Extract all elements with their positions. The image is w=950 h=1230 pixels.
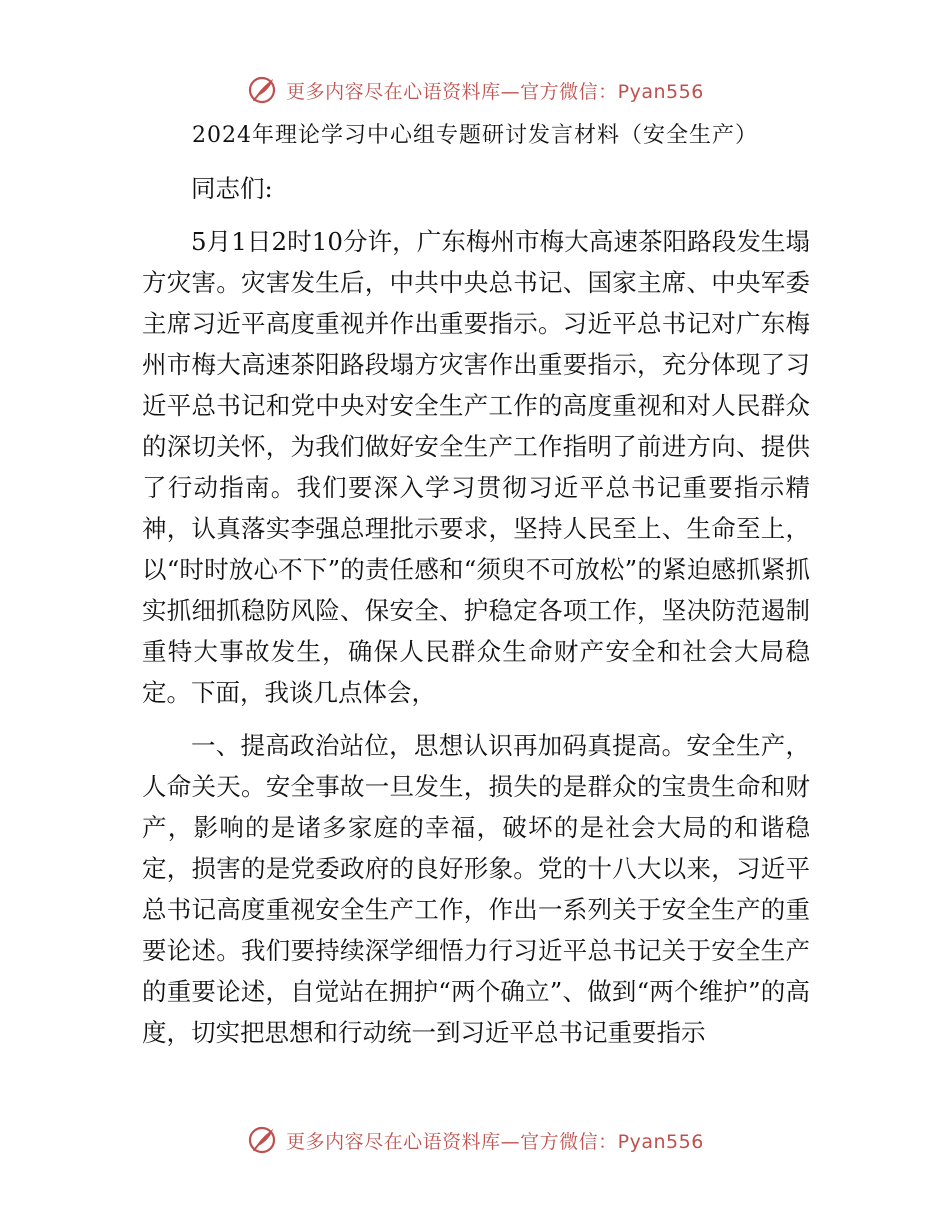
feather-quill-logo-icon bbox=[246, 1124, 278, 1156]
feather-quill-logo-icon bbox=[246, 74, 278, 106]
watermark-banner-bottom bbox=[0, 1120, 950, 1160]
salutation: 同志们: bbox=[191, 174, 273, 203]
watermark-banner-top bbox=[0, 70, 950, 110]
paragraph-2: 一、提高政治站位，思想认识再加码真提高。安全生产，人命关天。安全事故一旦发生，损失的是群众的宝贵生命和财产，影响的是诸多家庭的幸福，破坏的是社会大局的和谐稳定，损害的是党委政府的良好形象。党的十八大以来，习近平总书记高度重视安全生产工作，作出一系列关于安全生产的重要论述。我们要持续深学细悟力行习近平总书记关于安全生产的重要论述，自觉站在拥护“两个确立”、做到“两个维护”的高度，切实把思想和行动统一到习近平总书记重要指示 bbox=[142, 731, 810, 1047]
paragraph-1: 5月1日2时10分许，广东梅州市梅大高速茶阳路段发生塌方灾害。灾害发生后，中共中央总书记、国家主席、中央军委主席习近平高度重视并作出重要指示。习近平总书记对广东梅州市梅大高速茶阳路段塌方灾害作出重要指示，充分体现了习近平总书记和党中央对安全生产工作的高度重视和对人民群众的深切关怀，为我们做好安全生产工作指明了前进方向、提供了行动指南。我们要深入学习贯彻习近平总书记重要指示精神，认真落实李强总理批示要求，坚持人民至上、生命至上，以“时时放心不下”的责任感和“须臾不可放松”的紧迫感抓紧抓实抓细抓稳防风险、保安全、护稳定各项工作，坚决防范遏制重特大事故发生，确保人民群众生命财产安全和社会大局稳定。下面，我谈几点体会， bbox=[142, 227, 810, 707]
document-title: 2024年理论学习中心组专题研讨发言材料（安全生产） bbox=[192, 123, 758, 148]
watermark-text: 更多内容尽在心语资料库—官方微信：Pyan556 bbox=[286, 80, 704, 103]
document-body bbox=[142, 168, 810, 1053]
watermark-text: 更多内容尽在心语资料库—官方微信：Pyan556 bbox=[286, 1130, 704, 1153]
